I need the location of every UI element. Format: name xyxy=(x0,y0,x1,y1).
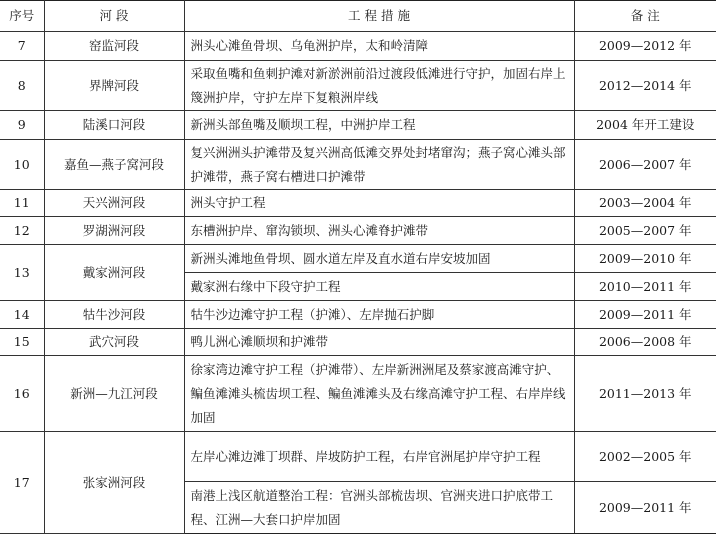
row-no: 10 xyxy=(0,140,44,190)
table-row xyxy=(0,245,716,273)
row-measure: 新洲头滩地鱼骨坝、圆水道左岸及直水道右岸安坡加固 xyxy=(184,245,574,273)
row-measure: 鸭儿洲心滩顺坝和护滩带 xyxy=(184,329,574,356)
table-row xyxy=(0,356,716,432)
row-section: 界牌河段 xyxy=(44,61,184,111)
row-section: 戴家洲河段 xyxy=(44,245,184,301)
row-section: 牯牛沙河段 xyxy=(44,301,184,329)
row-measure: 洲头心滩鱼骨坝、乌龟洲护岸，太和岭清障 xyxy=(184,32,574,61)
header-section: 河 段 xyxy=(44,1,184,32)
table-row xyxy=(0,140,716,190)
table-row xyxy=(0,329,716,356)
row-no: 17 xyxy=(0,432,44,534)
row-note: 2006—2007 年 xyxy=(574,140,716,190)
table-row xyxy=(0,432,716,482)
row-measure: 徐家湾边滩守护工程（护滩带）、左岸新洲洲尾及蔡家渡高滩守护、鳊鱼滩滩头梳齿坝工程、鳊鱼滩滩头及右缘高滩守护工程、右岸岸线加固 xyxy=(184,356,574,432)
row-note: 2009—2011 年 xyxy=(574,482,716,534)
table-row xyxy=(0,32,716,61)
row-no: 12 xyxy=(0,217,44,245)
table-row xyxy=(0,111,716,140)
row-section: 陆溪口河段 xyxy=(44,111,184,140)
row-no: 8 xyxy=(0,61,44,111)
row-section: 张家洲河段 xyxy=(44,432,184,534)
row-measure: 复兴洲洲头护滩带及复兴洲高低滩交界处封堵窜沟；燕子窝心滩头部护滩带，燕子窝右槽进口护滩带 xyxy=(184,140,574,190)
header-note: 备 注 xyxy=(574,1,716,32)
row-no: 13 xyxy=(0,245,44,301)
row-note: 2002—2005 年 xyxy=(574,432,716,482)
table-row xyxy=(0,61,716,111)
row-no: 9 xyxy=(0,111,44,140)
row-note: 2004 年开工建设 xyxy=(574,111,716,140)
row-no: 11 xyxy=(0,190,44,217)
row-section: 罗湖洲河段 xyxy=(44,217,184,245)
row-note: 2009—2010 年 xyxy=(574,245,716,273)
table-row xyxy=(0,217,716,245)
table-header-row xyxy=(0,1,716,32)
row-note: 2010—2011 年 xyxy=(574,273,716,301)
header-measures: 工 程 措 施 xyxy=(184,1,574,32)
row-measure: 南港上浅区航道整治工程：官洲头部梳齿坝、官洲夹进口护底带工程、江洲—大套口护岸加固 xyxy=(184,482,574,534)
row-no: 7 xyxy=(0,32,44,61)
row-note: 2012—2014 年 xyxy=(574,61,716,111)
row-note: 2009—2011 年 xyxy=(574,301,716,329)
row-measure: 左岸心滩边滩丁坝群、岸坡防护工程，右岸官洲尾护岸守护工程 xyxy=(184,432,574,482)
row-measure: 采取鱼嘴和鱼刺护滩对新淤洲前沿过渡段低滩进行守护，加固右岸上篾洲护岸，守护左岸下复粮洲岸线 xyxy=(184,61,574,111)
row-section: 嘉鱼—燕子窝河段 xyxy=(44,140,184,190)
header-no: 序号 xyxy=(0,1,44,32)
row-section: 武穴河段 xyxy=(44,329,184,356)
table-row xyxy=(0,301,716,329)
row-measure: 洲头守护工程 xyxy=(184,190,574,217)
row-section: 窑监河段 xyxy=(44,32,184,61)
row-note: 2011—2013 年 xyxy=(574,356,716,432)
row-section: 新洲—九江河段 xyxy=(44,356,184,432)
row-no: 15 xyxy=(0,329,44,356)
row-no: 16 xyxy=(0,356,44,432)
row-note: 2006—2008 年 xyxy=(574,329,716,356)
row-measure: 东槽洲护岸、窜沟锁坝、洲头心滩脊护滩带 xyxy=(184,217,574,245)
table-row xyxy=(0,190,716,217)
row-note: 2009—2012 年 xyxy=(574,32,716,61)
row-measure: 戴家洲右缘中下段守护工程 xyxy=(184,273,574,301)
row-no: 14 xyxy=(0,301,44,329)
row-measure: 新洲头部鱼嘴及顺坝工程，中洲护岸工程 xyxy=(184,111,574,140)
row-note: 2003—2004 年 xyxy=(574,190,716,217)
row-measure: 牯牛沙边滩守护工程（护滩）、左岸抛石护脚 xyxy=(184,301,574,329)
row-section: 天兴洲河段 xyxy=(44,190,184,217)
row-note: 2005—2007 年 xyxy=(574,217,716,245)
